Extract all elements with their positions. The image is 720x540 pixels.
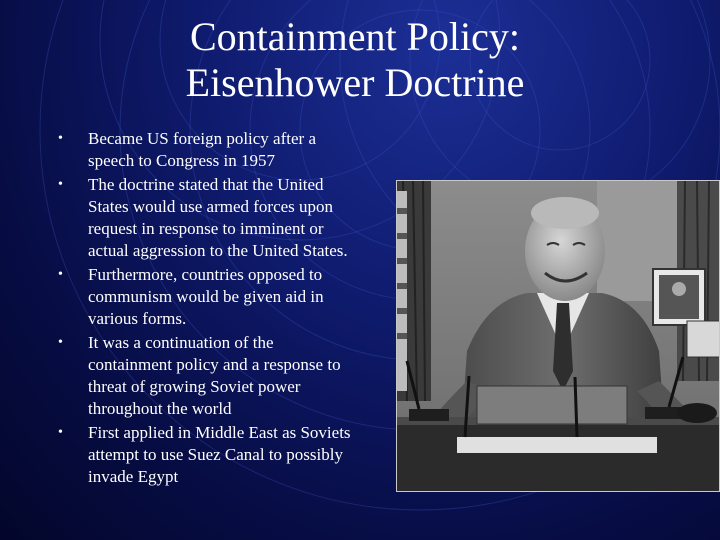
bullet-text: First applied in Middle East as Soviets attempt to use Suez Canal to possibly invade Egypt	[88, 423, 351, 486]
bullet-dot-icon: •	[58, 267, 63, 282]
bullet-list	[58, 128, 358, 488]
bullet-dot-icon: •	[58, 425, 63, 440]
bullet-item	[58, 332, 358, 420]
bullet-text: Furthermore, countries opposed to communism would be given aid in various forms.	[88, 265, 324, 328]
bullet-text: Became US foreign policy after a speech to Congress in 1957	[88, 129, 316, 170]
bullet-text: It was a continuation of the containment policy and a response to threat of growing Soviet power throughout the world	[88, 333, 341, 418]
bullet-dot-icon: •	[58, 177, 63, 192]
portrait-photo-icon	[397, 181, 720, 492]
bullet-text: The doctrine stated that the United States would use armed forces upon request in response to imminent or actual aggression to the United States.	[88, 175, 348, 260]
title-line-1: Containment Policy:	[190, 14, 520, 59]
eisenhower-photo	[396, 180, 720, 492]
title-line-2: Eisenhower Doctrine	[185, 60, 525, 105]
bullet-dot-icon: •	[58, 335, 63, 350]
slide-title	[150, 14, 560, 106]
bullet-item	[58, 422, 358, 488]
bullet-item	[58, 128, 358, 172]
bullet-dot-icon: •	[58, 131, 63, 146]
bullet-item	[58, 264, 358, 330]
bullet-item	[58, 174, 358, 262]
